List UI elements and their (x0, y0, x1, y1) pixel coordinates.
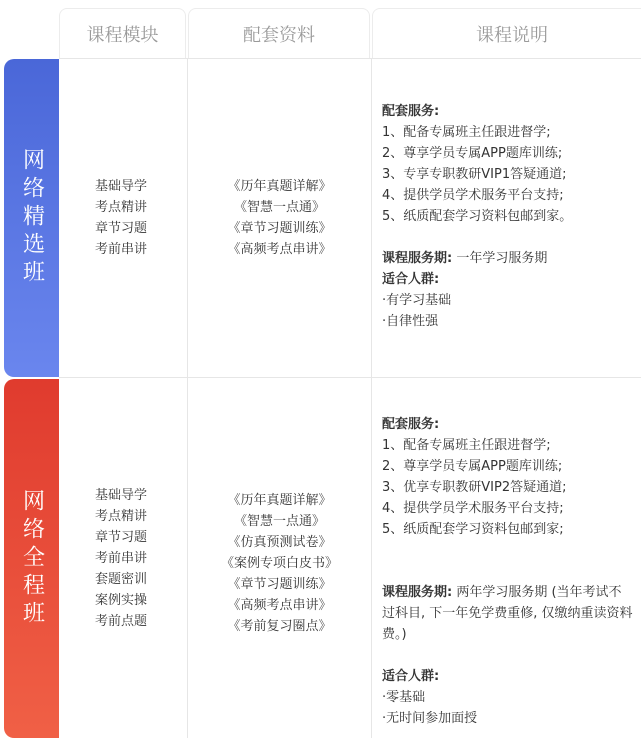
audience-item: ·无时间参加面授 (382, 711, 478, 726)
module-item: 考点精讲 (95, 508, 148, 524)
material-item: 《仿真预测试卷》 (227, 535, 332, 550)
period-value: 两年学习服务期 (当年考试不过科目, 下一年免学费重修, 仅缴纳重读资料费。) (382, 585, 633, 642)
material-item: 《高频考点串讲》 (227, 598, 332, 613)
modules-cell (59, 59, 188, 377)
service-item: 1、配备专属班主任跟进督学; (382, 125, 551, 140)
materials-cell (188, 378, 372, 738)
audience-item: ·有学习基础 (382, 293, 452, 308)
module-item: 考前点题 (95, 613, 148, 629)
header-course-module: 课程模块 (59, 8, 186, 58)
material-item: 《历年真题详解》 (227, 493, 332, 508)
module-item: 基础导学 (95, 179, 148, 194)
module-item: 考点精讲 (95, 200, 148, 215)
material-item: 《考前复习圈点》 (227, 619, 332, 634)
audience-title: 适合人群: (382, 669, 440, 684)
module-item: 章节习题 (95, 529, 148, 545)
material-item: 《智慧一点通》 (233, 200, 325, 215)
audience-item: ·自律性强 (382, 314, 439, 329)
period-value: 一年学习服务期 (456, 251, 548, 266)
material-item: 《章节习题训练》 (227, 577, 332, 592)
module-item: 考前串讲 (95, 242, 148, 257)
service-item: 3、专享专职教研VIP1答疑通道; (382, 167, 567, 182)
row-label-text: 网络精选班 (19, 148, 45, 288)
services-title: 配套服务: (382, 104, 440, 119)
audience-item: ·零基础 (382, 690, 426, 705)
material-item: 《智慧一点通》 (233, 514, 325, 529)
materials-cell (188, 59, 372, 377)
service-period (382, 248, 641, 269)
period-label: 课程服务期: (382, 585, 453, 600)
modules-cell (59, 378, 188, 738)
service-item: 1、配备专属班主任跟进督学; (382, 438, 551, 453)
service-item: 5、纸质配套学习资料包邮到家; (382, 522, 564, 537)
material-item: 《历年真题详解》 (227, 179, 332, 194)
material-item: 《章节习题训练》 (227, 221, 332, 236)
header-materials: 配套资料 (188, 8, 370, 58)
description-cell (372, 59, 641, 377)
module-item: 套题密训 (95, 571, 148, 587)
service-item: 5、纸质配套学习资料包邮到家。 (382, 209, 573, 224)
service-item: 4、提供学员学术服务平台支持; (382, 501, 564, 516)
module-item: 案例实操 (95, 592, 148, 608)
material-item: 《高频考点串讲》 (227, 242, 332, 257)
services-title: 配套服务: (382, 417, 440, 432)
service-period (382, 582, 633, 645)
service-item: 4、提供学员学术服务平台支持; (382, 188, 564, 203)
audience-title: 适合人群: (382, 272, 440, 287)
row-label-text: 网络全程班 (19, 488, 45, 629)
row-label-online-select (4, 59, 59, 377)
module-item: 考前串讲 (95, 550, 148, 566)
material-item: 《案例专项白皮书》 (220, 556, 338, 571)
module-item: 章节习题 (95, 221, 148, 236)
period-label: 课程服务期: (382, 251, 453, 266)
header-course-description: 课程说明 (372, 8, 641, 58)
service-item: 3、优享专职教研VIP2答疑通道; (382, 480, 567, 495)
service-item: 2、尊享学员专属APP题库训练; (382, 146, 563, 161)
module-item: 基础导学 (95, 487, 148, 503)
row-label-online-full (4, 379, 59, 738)
service-item: 2、尊享学员专属APP题库训练; (382, 459, 563, 474)
description-cell (372, 378, 641, 738)
